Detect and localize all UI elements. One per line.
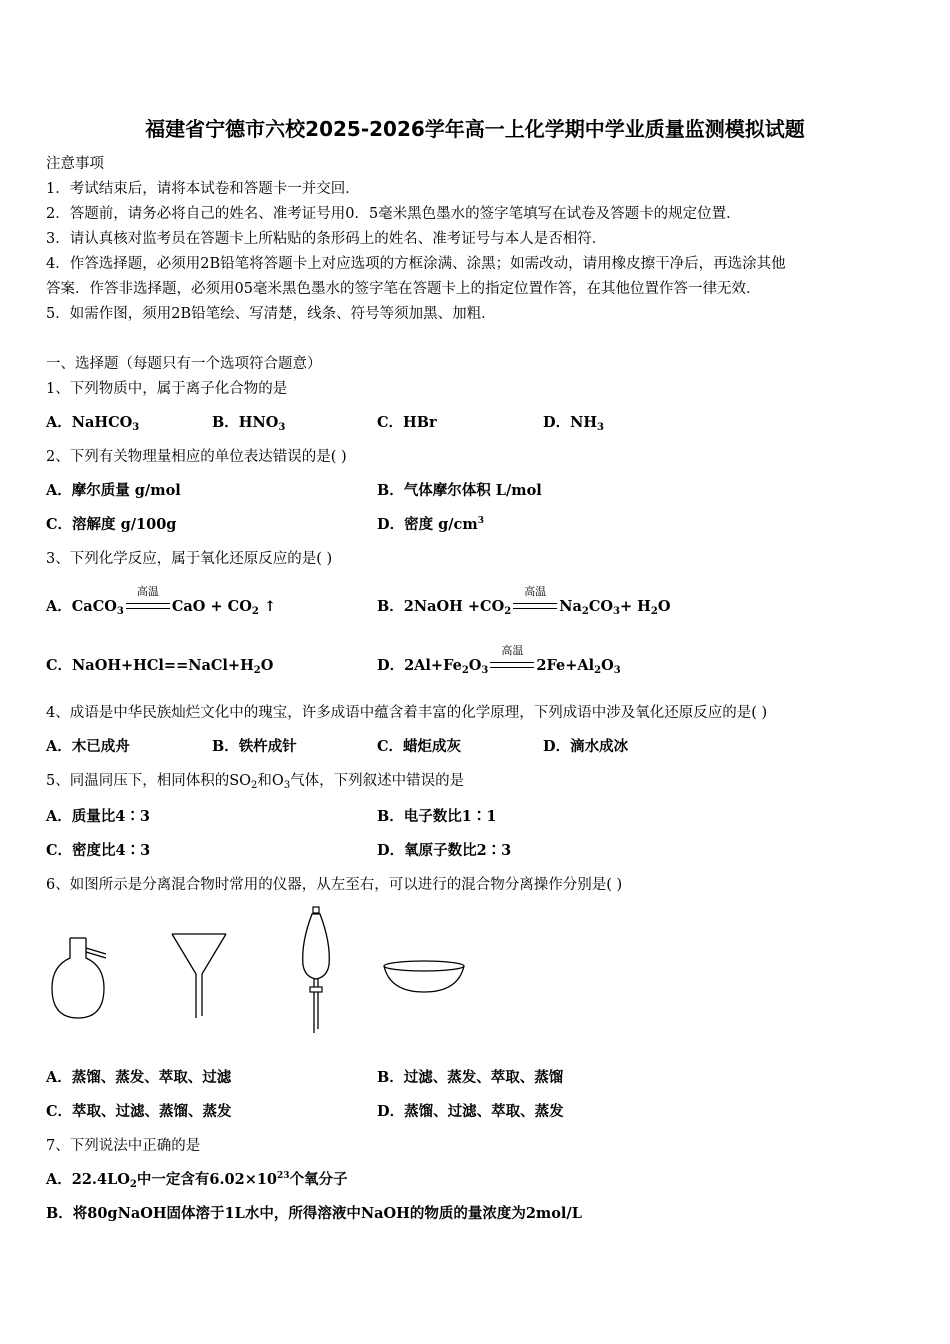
q1-option-c: C．HBr (377, 414, 437, 431)
q3-option-d: D．$2Al+Fe_2O_3$ 高温 $2Fe+Al_2O_3$ (377, 644, 621, 676)
page-title: 福建省宁德市六校2025-2026学年高一上化学期中学业质量监测模拟试题 (145, 117, 805, 141)
q6-option-b: B．过滤、蒸发、萃取、蒸馏 (377, 1069, 564, 1086)
q3-option-c: C．$NaOH+HCl==NaCl+H_2O$ (46, 657, 274, 676)
question-2-stem: 2、下列有关物理量相应的单位表达错误的是( ) (46, 449, 347, 465)
q3-option-b: B．2NaOH $+CO_2$ 高温 $Na_2CO_3+ H_2O$ (377, 585, 671, 617)
separatory-funnel-icon (293, 905, 339, 1035)
q4-option-d: D．滴水成冰 (543, 738, 629, 755)
q5-option-a: A．质量比4∶3 (46, 808, 150, 825)
question-5-stem: 5、同温同压下，相同体积的$SO_2$和$O_3$气体，下列叙述中错误的是 (46, 773, 465, 791)
question-1-stem: 1、下列物质中，属于离子化合物的是 (46, 381, 288, 397)
notice-heading: 注意事项 (46, 156, 104, 172)
q4-option-a: A．木已成舟 (46, 738, 130, 755)
q5-option-d: D．氧原子数比2∶3 (377, 842, 512, 859)
q1-option-b: B．$HNO_3$ (212, 414, 286, 433)
notice-item: 1．考试结束后，请将本试卷和答题卡一并交回． (46, 181, 360, 197)
notice-item: 答案．作答非选择题，必须用05毫米黑色墨水的签字笔在答题卡上的指定位置作答，在其他位置作答一律无效． (46, 281, 761, 297)
funnel-icon (166, 930, 232, 1022)
notice-item: 4．作答选择题，必须用2B铅笔将答题卡上对应选项的方框涂满、涂黑；如需改动，请用橡皮擦干净后，再选涂其他 (46, 256, 786, 272)
notice-item: 2．答题前，请务必将自己的姓名、准考证号用0．5毫米黑色墨水的签字笔填写在试卷及答题卡的规定位置． (46, 206, 741, 222)
question-4-stem: 4、成语是中华民族灿烂文化中的瑰宝，许多成语中蕴含着丰富的化学原理，下列成语中涉及氧化还原反应的是( ) (46, 705, 768, 721)
q2-option-a: A．摩尔质量 g/mol (46, 482, 181, 499)
evaporating-dish-icon (380, 956, 468, 996)
q5-option-b: B．电子数比1∶1 (377, 808, 497, 825)
q5-option-c: C．密度比4∶3 (46, 842, 151, 859)
q2-option-c: C．溶解度 g/100g (46, 516, 177, 533)
q6-option-a: A．蒸馏、蒸发、萃取、过滤 (46, 1069, 232, 1086)
q1-option-a: A．NaHCO$_3$ (46, 414, 140, 433)
q3-option-a: A．CaCO$_3$ 高温 CaO + $CO_2$ ↑ (46, 585, 276, 617)
notice-item: 5．如需作图，须用2B铅笔绘、写清楚，线条、符号等须加黑、加粗． (46, 306, 496, 322)
reaction-condition: 高温 (513, 600, 557, 614)
q6-option-d: D．蒸馏、过滤、萃取、蒸发 (377, 1103, 564, 1120)
q7-option-b: B．将80gNaOH固体溶于1L水中，所得溶液中NaOH的物质的量浓度为2mol/L (46, 1205, 582, 1222)
question-6-stem: 6、如图所示是分离混合物时常用的仪器，从左至右，可以进行的混合物分离操作分别是( ) (46, 877, 623, 893)
reaction-condition: 高温 (490, 659, 534, 673)
q2-option-d: D．密度 $g/cm^3$ (377, 516, 484, 533)
question-7-stem: 7、下列说法中正确的是 (46, 1138, 201, 1154)
question-3-stem: 3、下列化学反应，属于氧化还原反应的是( ) (46, 551, 333, 567)
q1-option-d: D．$NH_3$ (543, 414, 605, 433)
notice-item: 3．请认真核对监考员在答题卡上所粘贴的条形码上的姓名、准考证号与本人是否相符． (46, 231, 607, 247)
q7-option-a: A．$22.4LO_2$中一定含有$6.02\times 10^{23}$个氧分子 (46, 1171, 348, 1190)
distillation-flask-icon (46, 932, 116, 1024)
reaction-condition: 高温 (126, 600, 170, 614)
section-heading: 一、选择题（每题只有一个选项符合题意） (46, 356, 322, 372)
q4-option-c: C．蜡炬成灰 (377, 738, 462, 755)
q6-option-c: C．萃取、过滤、蒸馏、蒸发 (46, 1103, 232, 1120)
q4-option-b: B．铁杵成针 (212, 738, 297, 755)
q2-option-b: B．气体摩尔体积 L/mol (377, 482, 542, 499)
